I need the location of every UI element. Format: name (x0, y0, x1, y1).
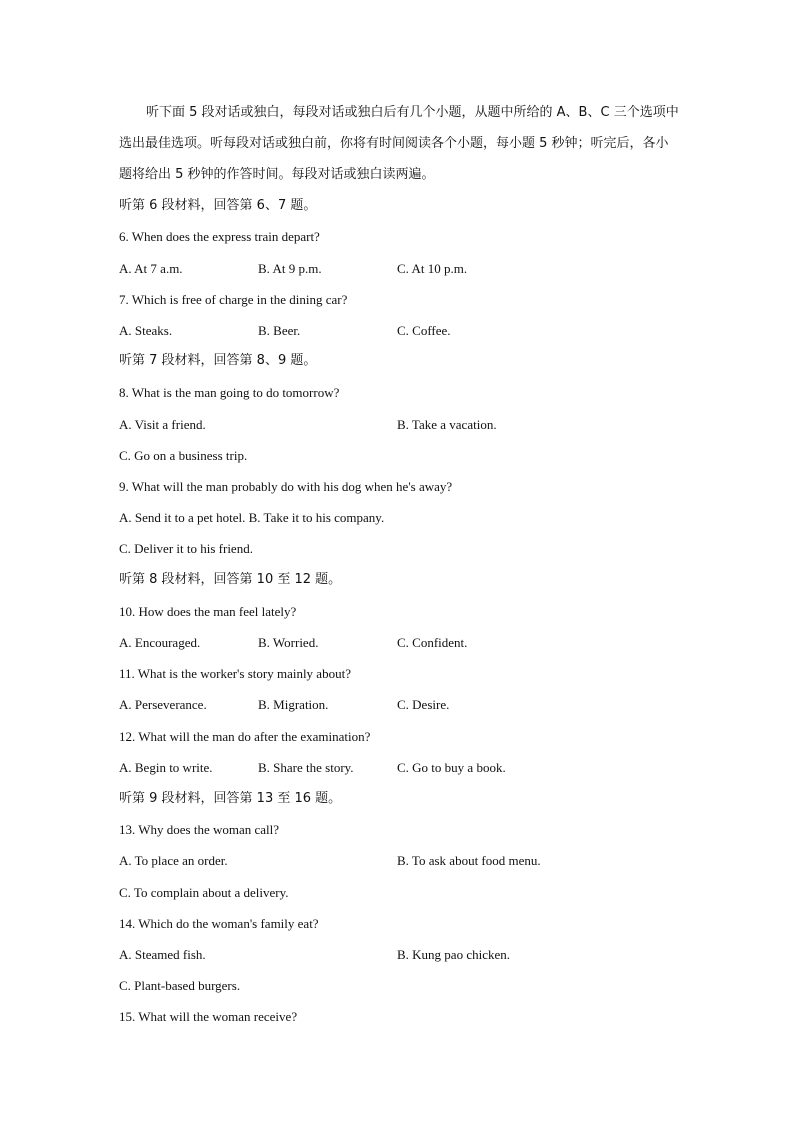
question-13-option-b[interactable]: B. To ask about food menu. (397, 853, 541, 868)
question-12-option-b[interactable]: B. Share the story. (258, 760, 354, 775)
question-7-option-c[interactable]: C. Coffee. (397, 323, 451, 338)
question-6-option-a[interactable]: A. At 7 a.m. (119, 261, 183, 276)
question-14-option-b[interactable]: B. Kung pao chicken. (397, 947, 511, 962)
question-10-option-b[interactable]: B. Worried. (258, 635, 319, 650)
question-8-option-b[interactable]: B. Take a vacation. (397, 417, 497, 432)
section-heading-9: 听第 9 段材料，回答第 13 至 16 题。 (119, 791, 342, 806)
question-8-option-a[interactable]: A. Visit a friend. (119, 417, 206, 432)
question-10-option-c[interactable]: C. Confident. (397, 635, 468, 650)
question-11-option-b[interactable]: B. Migration. (258, 697, 329, 712)
section-heading-6: 听第 6 段材料，回答第 6、7 题。 (119, 198, 317, 213)
question-12-stem: 12. What will the man do after the examination? (119, 729, 371, 744)
question-8-option-c[interactable]: C. Go on a business trip. (119, 448, 248, 463)
question-15-stem: 15. What will the woman receive? (119, 1009, 298, 1024)
question-6-option-c[interactable]: C. At 10 p.m. (397, 261, 468, 276)
question-9-options-ab[interactable]: A. Send it to a pet hotel. B. Take it to his company. (119, 510, 385, 525)
question-14-option-c[interactable]: C. Plant-based burgers. (119, 978, 241, 993)
question-7-option-a[interactable]: A. Steaks. (119, 323, 173, 338)
question-11-stem: 11. What is the worker's story mainly about? (119, 666, 351, 681)
question-14-stem: 14. Which do the woman's family eat? (119, 916, 319, 931)
question-7-stem: 7. Which is free of charge in the dining car? (119, 292, 348, 307)
question-13-stem: 13. Why does the woman call? (119, 822, 280, 837)
question-9-stem: 9. What will the man probably do with his dog when he's away? (119, 479, 453, 494)
section-heading-7: 听第 7 段材料，回答第 8、9 题。 (119, 353, 317, 368)
question-9-option-c[interactable]: C. Deliver it to his friend. (119, 541, 253, 556)
question-13-option-c[interactable]: C. To complain about a delivery. (119, 885, 289, 900)
question-6-option-b[interactable]: B. At 9 p.m. (258, 261, 322, 276)
question-11-option-a[interactable]: A. Perseverance. (119, 697, 207, 712)
question-12-option-a[interactable]: A. Begin to write. (119, 760, 213, 775)
question-6-stem: 6. When does the express train depart? (119, 229, 320, 244)
section-heading-8: 听第 8 段材料，回答第 10 至 12 题。 (119, 572, 342, 587)
question-10-stem: 10. How does the man feel lately? (119, 604, 297, 619)
question-13-option-a[interactable]: A. To place an order. (119, 853, 228, 868)
question-11-option-c[interactable]: C. Desire. (397, 697, 450, 712)
question-14-option-a[interactable]: A. Steamed fish. (119, 947, 206, 962)
question-7-option-b[interactable]: B. Beer. (258, 323, 301, 338)
question-8-stem: 8. What is the man going to do tomorrow? (119, 385, 340, 400)
question-12-option-c[interactable]: C. Go to buy a book. (397, 760, 506, 775)
question-10-option-a[interactable]: A. Encouraged. (119, 635, 201, 650)
listening-instructions: 听下面 5 段对话或独白，每段对话或独白后有几个小题，从题中所给的 A、B、C 三个选项中选出最佳选项。听每段对话或独白前，你将有时间阅读各个小题，每小题 5 秒钟；听完后，各小题将给出 5 秒钟的作答时间。每段对话或独白读两遍。 (119, 105, 679, 182)
